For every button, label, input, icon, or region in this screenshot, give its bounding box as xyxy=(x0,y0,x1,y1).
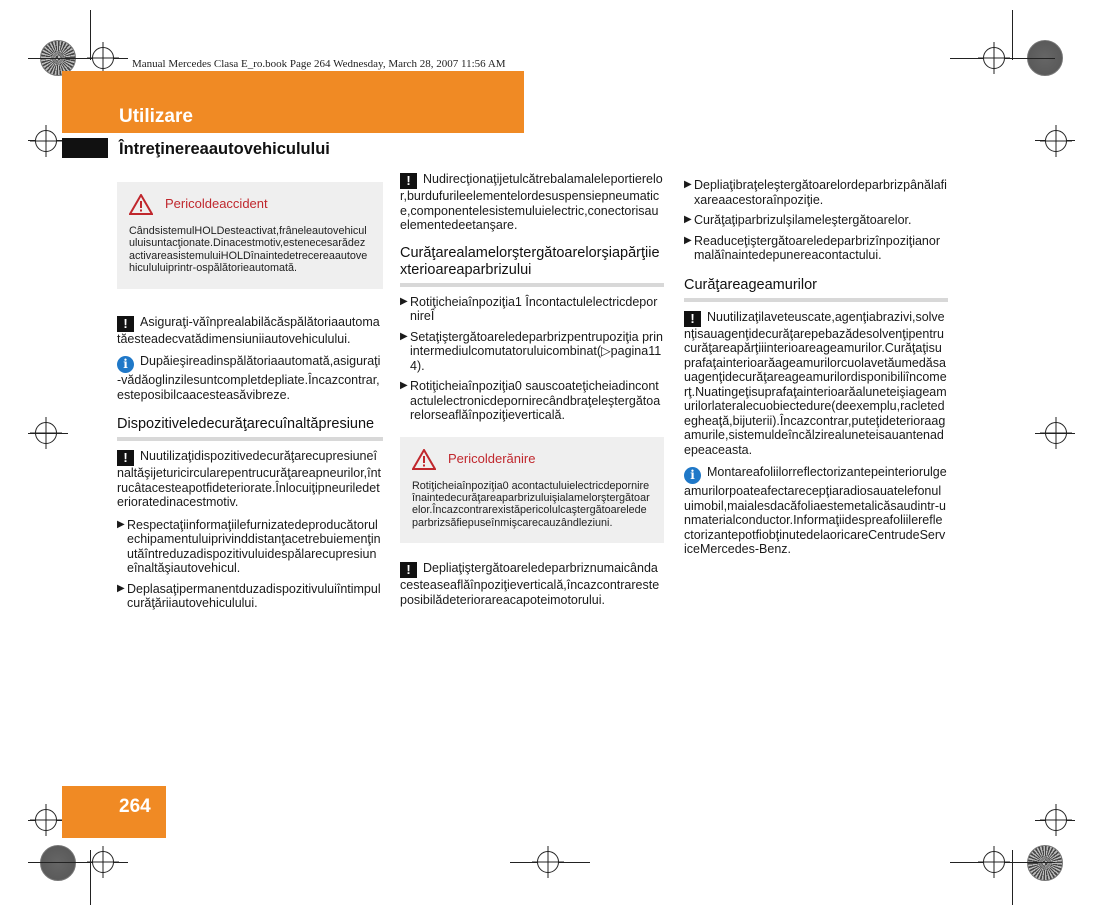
subheading: Dispozitiveledecurăţarecuînaltăpresiune xyxy=(117,416,383,441)
bullet-arrow-icon: ▶ xyxy=(400,330,408,342)
registration-crosshair-icon xyxy=(35,809,57,831)
list-item-text: Respectaţiinformaţiilefurnizatedeproducătorulechipamentuluiprivinddistanţacetrebuiemenţinutăîntreduzadispozitivuluidespălarecupresiuneînaltăşiautovehicul. xyxy=(127,517,381,576)
info-paragraph xyxy=(684,465,948,557)
warning-text: Rotiţicheiaînpoziţia0 acontactuluielectricdepornireînaintedecurăţareaparbrizuluişialamelorştergătoarelor.Încazcontrarexistăpericolulcaştergătoareledeparbrizsăfiepuseînmişcarecauzândleziuni. xyxy=(412,479,650,529)
warning-title: Pericoldeaccident xyxy=(165,196,268,212)
section-tab xyxy=(62,138,108,158)
warning-triangle-icon xyxy=(129,194,153,215)
crop-line xyxy=(1012,10,1013,60)
warning-header xyxy=(412,449,652,470)
note-text: Depliaţiştergătoareledeparbriznumaicândacesteaseaflăînpoziţieverticală,încazcontraresteposibilădeteriorareacapoteimotorului. xyxy=(400,561,660,607)
registration-crosshair-icon xyxy=(1045,130,1067,152)
list-item xyxy=(684,178,948,207)
list-item-text: Setaţiştergătoareledeparbrizpentrupoziţia prinintermediulcomutatoruluicombinat(▷pagina114). xyxy=(410,329,663,373)
section-title: Întreţinereaautovehiculului xyxy=(119,140,330,158)
exclamation-icon: ! xyxy=(117,450,134,466)
bullet-arrow-icon: ▶ xyxy=(684,179,692,190)
note-paragraph xyxy=(117,449,383,510)
subheading: Curăţareageamurilor xyxy=(684,277,948,302)
list-item-text: Depliaţibraţeleştergătoarelordeparbrizpânălafixareaacestoraînpoziţie. xyxy=(694,178,947,207)
exclamation-icon: ! xyxy=(684,311,701,327)
crop-line xyxy=(90,10,91,60)
bullet-arrow-icon: ▶ xyxy=(684,234,692,246)
list-item-text: Curăţaţiparbrizulşilameleştergătoarelor. xyxy=(694,213,912,227)
crop-line xyxy=(90,850,91,905)
registration-crosshair-icon xyxy=(983,47,1005,69)
column-1 xyxy=(117,182,383,617)
bullet-arrow-icon: ▶ xyxy=(400,295,408,307)
list-item xyxy=(684,213,948,228)
registration-rosette-bottom-right xyxy=(1027,845,1063,881)
list-item xyxy=(400,379,664,423)
info-text: Montareafoliilorreflectorizantepeinteriorulgeamurilorpoateafectarecepţiaradiosauatelefonuluimobil,maialesdacăfoliaestemetalicăsaudintr-unmaterialconductor.InformaţiidespreafoliilereflectorizantepotfiobţinutedelaoricareCentrudeServiceMercedes-Benz. xyxy=(684,465,947,556)
list-item-text: Rotiţicheiaînpoziţia0 sauscoateţicheiadincontactulelectronicdepornirecândbraţeleştergătoarelorseaflăînpoziţieverticală. xyxy=(410,379,661,422)
list-item-text xyxy=(410,330,664,374)
note-text: Asiguraţi-văînprealabilăcăspălătoriaautomatăesteadecvatădimensiuniiautovehiculului. xyxy=(117,314,380,346)
info-icon: i xyxy=(117,356,134,373)
note-paragraph xyxy=(400,172,664,233)
exclamation-icon: ! xyxy=(117,316,134,332)
crop-line xyxy=(1035,433,1075,434)
note-paragraph xyxy=(400,561,664,607)
warning-box xyxy=(117,182,383,289)
crop-line xyxy=(1012,850,1013,905)
column-2 xyxy=(400,172,664,607)
bullet-arrow-icon: ▶ xyxy=(400,380,408,391)
registration-rosette-bottom-left xyxy=(40,845,76,881)
bullet-arrow-icon: ▶ xyxy=(117,582,125,594)
registration-crosshair-icon xyxy=(537,851,559,873)
note-paragraph xyxy=(117,315,383,347)
list-item xyxy=(684,234,948,263)
list-item-text: Rotiţicheiaînpoziţia1 ÎncontactulelectricdepornireÎ xyxy=(410,294,658,323)
list-item xyxy=(117,582,383,611)
note-text: Nuutilizaţilaveteuscate,agenţiabrazivi,solvenţisauagenţidecurăţarepebazădesolvenţipentrucurăţareapărţiiinterioareageamurilor.Curăţaţisuprafaţainterioarăageamurilorcuolavetăumedăsauagenţidecurăţareageamurilordisponibiliîncomerţ.Nuatingeţisuprafaţainterioarăaluneteişiageamurilorlateralecuobiectedure(deexemplu,racletedegheaţă,bijuterii).Încazcontrar,puteţideterioraagamurile,sistemuldeîncălzirealuneteisauantenadepeaceasta. xyxy=(684,309,947,457)
registration-crosshair-icon xyxy=(1045,809,1067,831)
warning-text: CândsistemulHOLDesteactivat,frâneleautovehicululuisuntacţionate.Dinacestmotiv,estenecesarădezactivareasistemuluiHOLDînaintedetrecereaautovehicululuiprintr-ospălătorieautomată. xyxy=(129,225,368,275)
info-paragraph xyxy=(117,354,383,402)
bullet-arrow-icon: ▶ xyxy=(117,518,125,530)
subheading: Curăţarealamelorştergătoarelorşiapărţiiexterioareaparbrizului xyxy=(400,245,664,287)
exclamation-icon: ! xyxy=(400,173,417,189)
warning-header xyxy=(129,194,371,215)
chapter-title: Utilizare xyxy=(119,106,193,127)
registration-crosshair-icon xyxy=(983,851,1005,873)
list-item xyxy=(117,518,383,576)
info-icon: i xyxy=(684,467,701,484)
print-slug: Manual Mercedes Clasa E_ro.book Page 264 Wednesday, March 28, 2007 11:56 AM xyxy=(132,58,506,70)
warning-triangle-icon xyxy=(412,449,436,470)
note-text: Nudirecţionaţijetulcătrebalamaleleportierelor,burdufurileelementelordesuspensiepneumatice,componentelesistemuluielectric,conectorisauelementedeetanşare. xyxy=(400,172,663,232)
registration-crosshair-icon xyxy=(35,130,57,152)
page-number: 264 xyxy=(119,796,151,817)
list-item xyxy=(400,295,664,324)
exclamation-icon: ! xyxy=(400,562,417,578)
list-item-text: Readuceţiştergătoareledeparbrizînpoziţianormalăînaintedepunereacontactului. xyxy=(694,233,940,262)
note-text: Nuutilizaţidispozitivedecurăţarecupresiuneînaltăşijeturicircularepentrucurăţareapneurilor,întrucâtacesteapotfideteriorate.Înlocuiţipneuriledeterioratedinacestmotiv. xyxy=(117,449,382,510)
warning-title: Pericolderănire xyxy=(448,450,536,466)
list-item-text: Deplasaţipermanentduzadispozitivuluiîntimpulcurăţăriiautovehiculului. xyxy=(127,581,381,611)
list-item xyxy=(400,330,664,374)
registration-crosshair-icon xyxy=(92,47,114,69)
bullet-arrow-icon: ▶ xyxy=(684,214,692,225)
column-3 xyxy=(684,178,948,557)
registration-crosshair-icon xyxy=(92,851,114,873)
info-text: Dupăieşireadinspălătoriaautomată,asiguraţi-vădăoglinzilesuntcompletdepliate.Încazcontrar,esteposibilcaacesteasăvibreze. xyxy=(117,354,381,402)
crop-line xyxy=(28,433,68,434)
warning-box xyxy=(400,437,664,544)
note-paragraph xyxy=(684,310,948,458)
